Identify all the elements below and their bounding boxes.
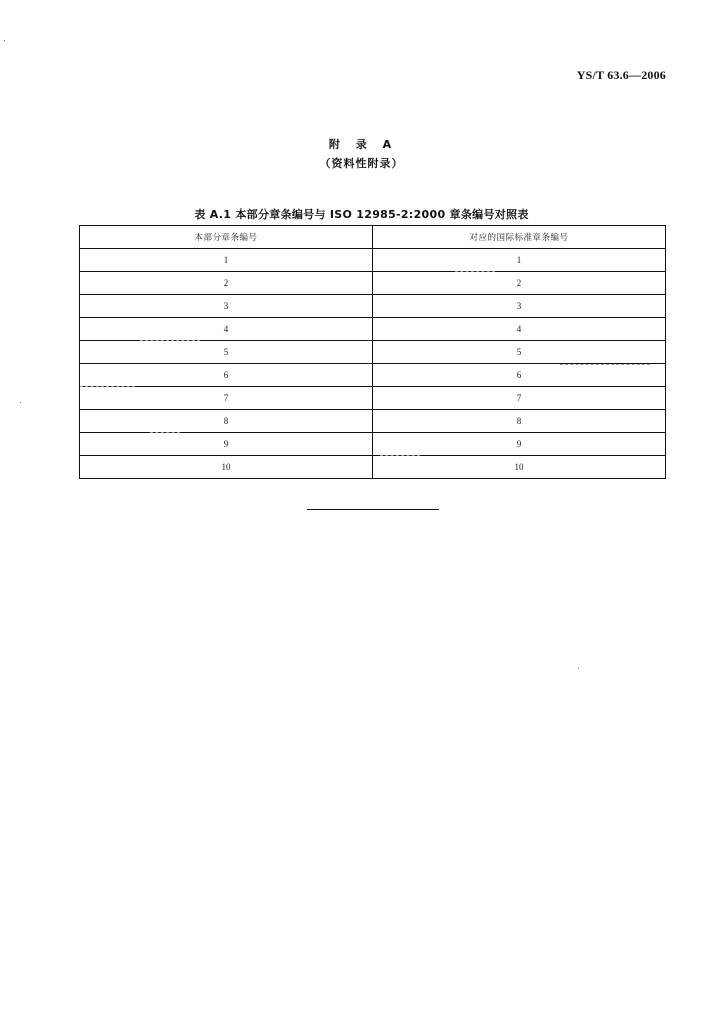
table-row — [80, 410, 666, 433]
clause-comparison-table — [79, 225, 666, 479]
cell-this-part: 9 — [80, 433, 373, 456]
cell-iso: 10 — [373, 456, 666, 479]
cell-iso: 9 — [373, 433, 666, 456]
cell-iso: 4 — [373, 318, 666, 341]
scan-artifact — [80, 386, 135, 387]
annex-subtitle: （资料性附录） — [319, 157, 404, 170]
table-row — [80, 272, 666, 295]
table-row — [80, 318, 666, 341]
cell-iso: 2 — [373, 272, 666, 295]
table-row — [80, 249, 666, 272]
cell-iso: 7 — [373, 387, 666, 410]
cell-iso: 5 — [373, 341, 666, 364]
table-row — [80, 341, 666, 364]
scan-artifact — [380, 455, 420, 456]
cell-iso: 8 — [373, 410, 666, 433]
cell-iso: 6 — [373, 364, 666, 387]
annex-title: 附 录 A — [328, 138, 395, 151]
cell-this-part: 2 — [80, 272, 373, 295]
cell-this-part: 5 — [80, 341, 373, 364]
table-caption: 表 A.1 本部分章条编号与 ISO 12985-2:2000 章条编号对照表 — [194, 208, 529, 221]
table-row — [80, 295, 666, 318]
table-row — [80, 364, 666, 387]
scan-artifact — [578, 668, 579, 669]
column-header-iso: 对应的国际标准章条编号 — [373, 226, 666, 249]
cell-this-part: 7 — [80, 387, 373, 410]
cell-this-part: 1 — [80, 249, 373, 272]
cell-this-part: 4 — [80, 318, 373, 341]
cell-this-part: 8 — [80, 410, 373, 433]
scan-artifact — [150, 432, 180, 433]
cell-iso: 3 — [373, 295, 666, 318]
scan-artifact — [4, 40, 5, 41]
cell-this-part: 3 — [80, 295, 373, 318]
cell-this-part: 6 — [80, 364, 373, 387]
scan-artifact — [20, 402, 21, 403]
table-row — [80, 387, 666, 410]
table-row — [80, 433, 666, 456]
scan-artifact — [140, 340, 200, 341]
table-row — [80, 456, 666, 479]
table-header-row — [80, 226, 666, 249]
scan-artifact — [560, 364, 650, 365]
column-header-this-part: 本部分章条编号 — [80, 226, 373, 249]
scan-artifact — [455, 271, 495, 272]
cell-this-part: 10 — [80, 456, 373, 479]
standard-code: YS/T 63.6—2006 — [576, 68, 666, 82]
end-of-annex-rule — [307, 509, 439, 510]
cell-iso: 1 — [373, 249, 666, 272]
